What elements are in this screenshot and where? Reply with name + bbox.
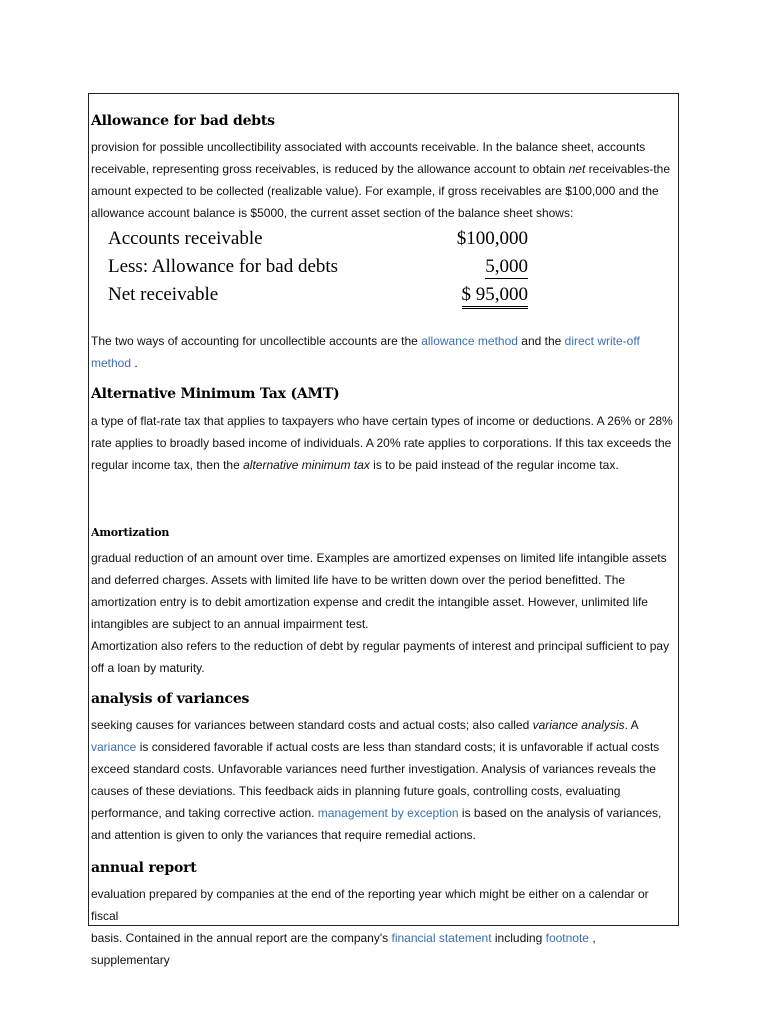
text-run: regular income tax, then the [91, 458, 240, 472]
text-run: seeking causes for variances between standard costs and actual costs; also called [91, 718, 530, 732]
text-run: . [134, 356, 138, 370]
heading-allowance-for-bad-debts: Allowance for bad debts [91, 113, 275, 129]
link-management-by-exception[interactable]: management by exception [317, 806, 459, 820]
text-run: is to be paid instead of the regular income tax. [373, 458, 619, 472]
text-run: including [494, 931, 543, 945]
text-run: receivables-the [588, 162, 671, 176]
text-line [91, 352, 676, 374]
text-line [91, 330, 676, 352]
row-amount: $100,000 [456, 228, 528, 249]
text-line [91, 927, 676, 971]
italic-text: net [568, 162, 586, 176]
text-line: evaluation prepared by companies at the end of the reporting year which might be either on a calendar or fiscal [91, 887, 649, 923]
text-line: off a loan by maturity. [91, 661, 205, 675]
text-line: and attention is given to only the variances that require remedial actions. [91, 828, 476, 842]
text-line [91, 802, 676, 824]
table-row [108, 284, 528, 312]
row-amount: $ 95,000 [462, 284, 529, 309]
heading-alternative-minimum-tax: Alternative Minimum Tax (AMT) [91, 386, 340, 402]
link-variance[interactable]: variance [91, 740, 137, 754]
table-row [108, 256, 528, 284]
text-line: Amortization also refers to the reduction of debt by regular payments of interest and principal sufficient to pay [91, 639, 670, 653]
text-line: a type of flat-rate tax that applies to taxpayers who have certain types of income or deductions. A 26% or 28% [91, 414, 673, 428]
text-line [91, 454, 676, 476]
balance-sheet-table [108, 228, 528, 312]
text-run: is considered favorable if actual costs are less than standard costs; it is unfavorable if actual costs [139, 740, 660, 754]
text-line: intangibles are subject to an annual impairment test. [91, 617, 369, 631]
link-footnote[interactable]: footnote [545, 931, 589, 945]
paragraph-analysis-of-variances [91, 714, 676, 846]
paragraph-amt [91, 410, 676, 476]
link-direct-write-off-method[interactable]: direct write-off [564, 334, 640, 348]
table-row [108, 228, 528, 256]
heading-amortization: Amortization [91, 526, 170, 539]
text-run: is based on the analysis of variances, [461, 806, 662, 820]
row-amount: 5,000 [485, 256, 528, 277]
paragraph-allowance-methods [91, 330, 676, 374]
text-run: The two ways of accounting for uncollectible accounts are the [91, 334, 418, 348]
row-label: Less: Allowance for bad debts [108, 256, 339, 277]
text-line: causes of these deviations. This feedback aids in planning future goals, controlling costs, evaluating [91, 784, 621, 798]
text-line [91, 714, 676, 736]
text-line: and deferred charges. Assets with limited life have to be written down over the period benefitted. The [91, 573, 626, 587]
text-run: , supplementary [91, 931, 596, 967]
text-line [91, 158, 676, 180]
text-line: provision for possible uncollectibility associated with accounts receivable. In the balance sheet, accounts [91, 140, 646, 154]
row-label: Accounts receivable [108, 228, 263, 249]
italic-text: variance analysis [532, 718, 625, 732]
text-run: receivable, representing gross receivables, is reduced by the allowance account to obtain [91, 162, 566, 176]
heading-analysis-of-variances: analysis of variances [91, 691, 250, 707]
text-line: amount expected to be collected (realizable value). For example, if gross receivables are $100,000 and the [91, 184, 659, 198]
text-run: performance, and taking corrective action. [91, 806, 315, 820]
paragraph-amortization [91, 547, 676, 679]
text-run: . A [624, 718, 639, 732]
text-run: basis. Contained in the annual report are the company's [91, 931, 389, 945]
text-run: and the [521, 334, 562, 348]
link-allowance-method[interactable]: allowance method [421, 334, 518, 348]
text-line: rate applies to broadly based income of individuals. A 20% rate applies to corporations. If this tax exceeds the [91, 436, 672, 450]
document-page [88, 93, 679, 967]
heading-annual-report: annual report [91, 860, 197, 876]
text-line: exceed standard costs. Unfavorable variances need further investigation. Analysis of variances reveals the [91, 762, 656, 776]
text-line [91, 736, 676, 758]
paragraph-annual-report [91, 883, 676, 971]
paragraph-allowance [91, 136, 676, 224]
row-label: Net receivable [108, 284, 219, 305]
text-line: allowance account balance is $5000, the current asset section of the balance sheet shows: [91, 206, 574, 220]
link-direct-write-off-method-cont[interactable]: method [91, 356, 132, 370]
italic-text: alternative minimum tax [243, 458, 370, 472]
link-financial-statement[interactable]: financial statement [391, 931, 492, 945]
text-line: gradual reduction of an amount over time. Examples are amortized expenses on limited life intangible assets [91, 551, 667, 565]
text-line: amortization entry is to debit amortization expense and credit the intangible asset. However, unlimited life [91, 595, 648, 609]
